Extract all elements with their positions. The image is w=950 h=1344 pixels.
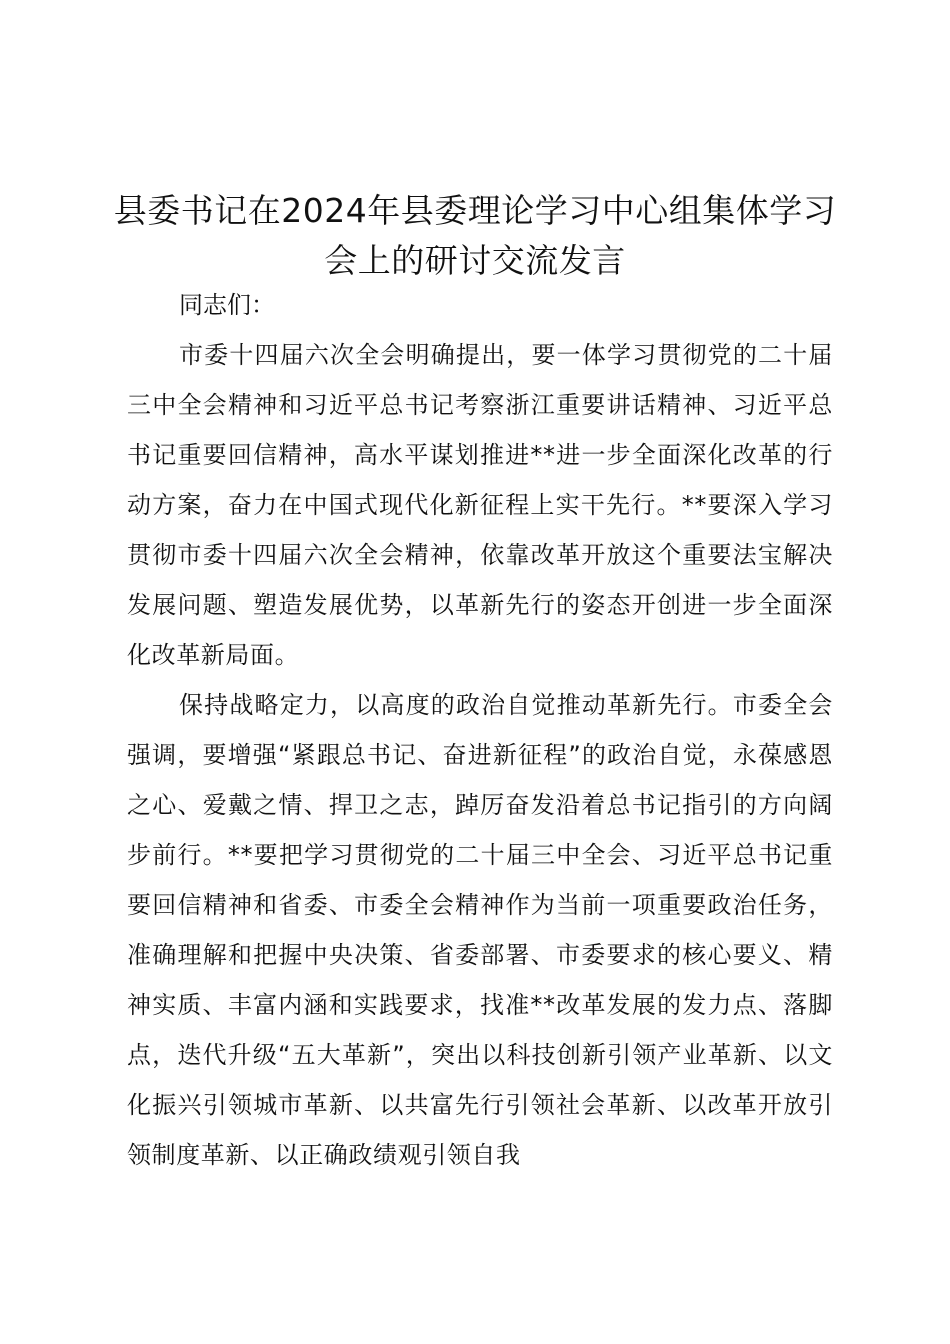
- greeting: 同志们：: [179, 291, 275, 319]
- document-title: 县委书记在2024年县委理论学习中心组集体学习会上的研讨交流发言: [113, 191, 837, 280]
- paragraph-1: 市委十四届六次全会明确提出，要一体学习贯彻党的二十届三中全会精神和习近平总书记考察浙江重要讲话精神、习近平总书记重要回信精神，高水平谋划推进**进一步全面深化改革的行动方案，奋力在中国式现代化新征程上实干先行。**要深入学习贯彻市委十四届六次全会精神，依靠改革开放这个重要法宝解决发展问题、塑造发展优势，以革新先行的姿态开创进一步全面深化改革新局面。: [127, 341, 833, 669]
- document-body: [127, 280, 833, 1180]
- paragraph-2: 保持战略定力，以高度的政治自觉推动革新先行。市委全会强调，要增强“紧跟总书记、奋进新征程”的政治自觉，永葆感恩之心、爱戴之情、捍卫之志，踔厉奋发沿着总书记指引的方向阔步前行。**要把学习贯彻党的二十届三中全会、习近平总书记重要回信精神和省委、市委全会精神作为当前一项重要政治任务，准确理解和把握中央决策、省委部署、市委要求的核心要义、精神实质、丰富内涵和实践要求，找准**改革发展的发力点、落脚点，迭代升级“五大革新”，突出以科技创新引领产业革新、以文化振兴引领城市革新、以共富先行引领社会革新、以改革开放引领制度革新、以正确政绩观引领自我: [127, 691, 833, 1169]
